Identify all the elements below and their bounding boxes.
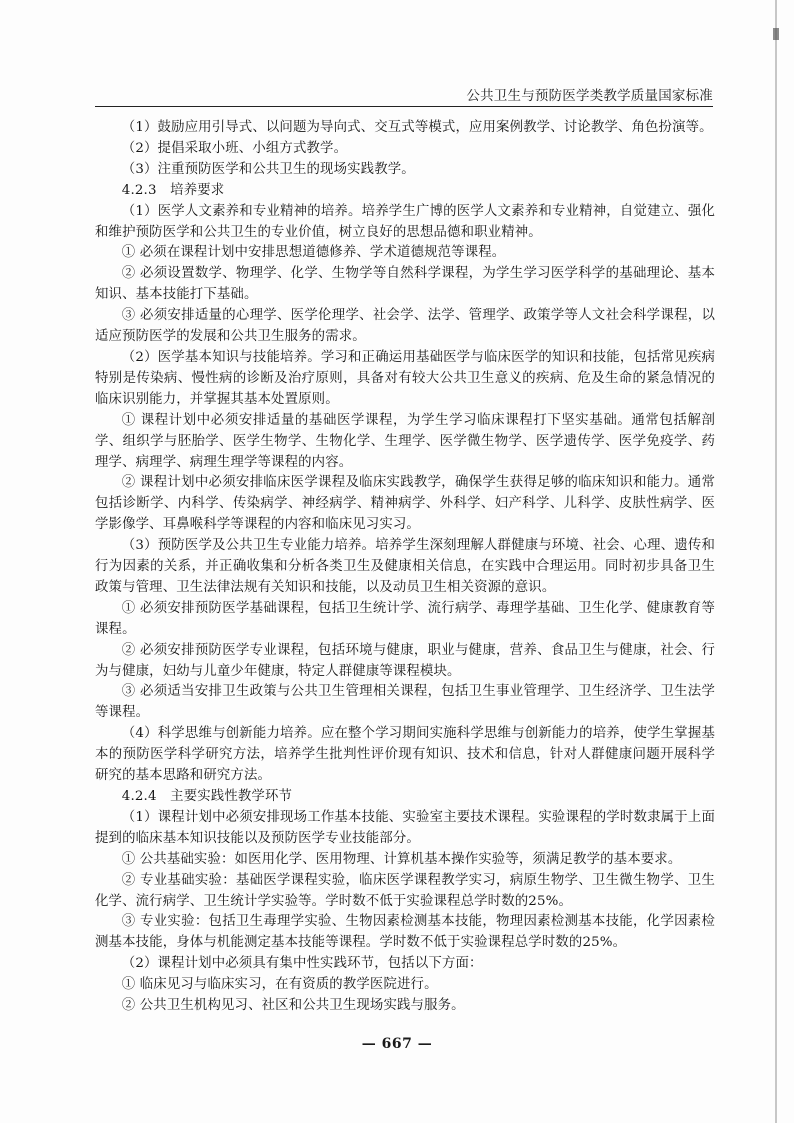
running-header: 公共卫生与预防医学类教学质量国家标准 [466,88,713,104]
paragraph: ① 必须安排预防医学基础课程，包括卫生统计学、流行病学、毒理学基础、卫生化学、健康教育等课程。 [95,600,715,637]
paragraph: （1）课程计划中必须安排现场工作基本技能、实验室主要技术课程。实验课程的学时数隶属于上面提到的临床基本知识技能以及预防医学专业技能部分。 [95,809,715,846]
paragraph: ③ 专业实验：包括卫生毒理学实验、生物因素检测基本技能，物理因素检测基本技能，化学因素检测基本技能，身体与机能测定基本技能等课程。学时数不低于实验课程总学时数的25%。 [95,914,715,951]
paragraph: （2）课程计划中必须具有集中性实践环节，包括以下方面： [121,956,483,972]
paragraph: ① 临床见习与临床实习，在有资质的教学医院进行。 [121,977,438,993]
scan-mark [773,28,779,40]
paragraph: ① 必须在课程计划中安排思想道德修养、学术道德规范等课程。 [121,245,506,261]
paragraph: ② 必须安排预防医学专业课程，包括环境与健康，职业与健康，营养、食品卫生与健康，社会、行为与健康，妇幼与儿童少年健康，特定人群健康等课程模块。 [95,642,715,679]
paragraph: （4）科学思维与创新能力培养。应在整个学习期间实施科学思维与创新能力的培养，使学生掌握基本的预防医学科学研究方法，培养学生批判性评价现有知识、技术和信息，针对人群健康问题开展科学研究的基本思路和研究方法。 [95,726,715,784]
paragraph: （2）医学基本知识与技能培养。学习和正确运用基础医学与临床医学的知识和技能，包括常见疾病特别是传染病、慢性病的诊断及治疗原则，具备对有较大公共卫生意义的疾病、危及生命的紧急情况的临床识别能力，并掌握其基本处置原则。 [95,349,715,407]
section-heading: 4.2.4 主要实践性教学环节 [121,789,293,804]
header-rule [95,106,713,107]
paragraph: ③ 必须适当安排卫生政策与公共卫生管理相关课程，包括卫生事业管理学、卫生经济学、卫生法学等课程。 [95,684,715,721]
paragraph: （3）注重预防医学和公共卫生的现场实践教学。 [121,161,415,177]
paragraph: ① 公共基础实验：如医用化学、医用物理、计算机基本操作实验等，须满足教学的基本要求。 [121,851,682,867]
paragraph: （1）医学人文素养和专业精神的培养。培养学生广博的医学人文素养和专业精神，自觉建立、强化和维护预防医学和公共卫生的专业价值，树立良好的思想品德和职业精神。 [95,203,715,240]
paragraph: （1）鼓励应用引导式、以问题为导向式、交互式等模式，应用案例教学、讨论教学、角色扮演等。 [121,120,713,135]
section-heading: 4.2.3 培养要求 [121,182,225,198]
scan-edge-line [775,0,777,1123]
paragraph: ② 公共卫生机构见习、社区和公共卫生现场实践与服务。 [121,998,465,1014]
paragraph: （2）提倡采取小班、小组方式教学。 [121,140,348,156]
body-text [95,118,715,1017]
paragraph: （3）预防医学及公共卫生专业能力培养。培养学生深刻理解人群健康与环境、社会、心理、遗传和行为因素的关系，并正确收集和分析各类卫生及健康相关信息，在实践中合理运用。同时初步具备卫生政策与管理、卫生法律法规有关知识和技能，以及动员卫生相关资源的意识。 [95,538,715,595]
page-number: — 667 — [361,1036,433,1052]
paragraph: ③ 必须安排适量的心理学、医学伦理学、社会学、法学、管理学、政策学等人文社会科学课程，以适应预防医学的发展和公共卫生服务的需求。 [95,308,715,345]
paragraph: ① 课程计划中必须安排适量的基础医学课程，为学生学习临床课程打下坚实基础。通常包括解剖学、组织学与胚胎学、医学生物学、生物化学、生理学、医学微生物学、医学遗传学、医学免疫学、药理学、病理学、病理生理学等课程的内容。 [95,412,715,470]
paragraph: ② 必须设置数学、物理学、化学、生物学等自然科学课程，为学生学习医学科学的基础理论、基本知识、基本技能打下基础。 [95,266,715,303]
paragraph: ② 课程计划中必须安排临床医学课程及临床实践教学，确保学生获得足够的临床知识和能力。通常包括诊断学、内科学、传染病学、神经病学、精神病学、外科学、妇产科学、儿科学、皮肤性病学、医学影像学、耳鼻喉科学等课程的内容和临床见习实习。 [95,475,715,533]
paragraph: ② 专业基础实验：基础医学课程实验，临床医学课程教学实习，病原生物学、卫生微生物学、卫生化学、流行病学、卫生统计学实验等。学时数不低于实验课程总学时数的25%。 [95,872,715,909]
